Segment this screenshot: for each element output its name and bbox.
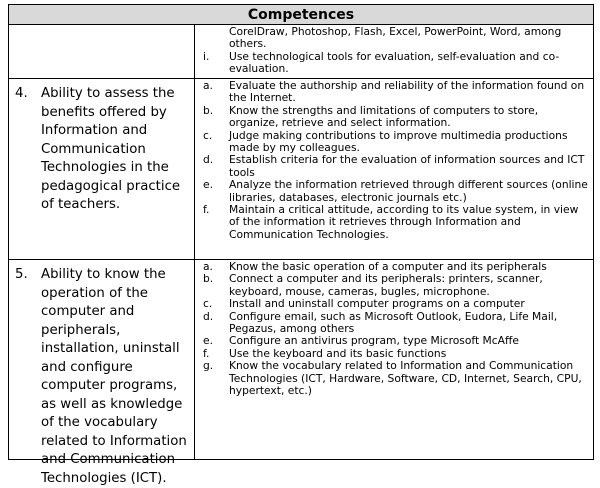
item-text: Know the strengths and limitations of computers to store, organize, retrieve and select information. <box>229 103 539 130</box>
item-text: Use the keyboard and its basic functions <box>229 346 447 360</box>
list-item <box>203 335 589 347</box>
item-text: Maintain a critical attitude, according to its value system, in view of the information it retrieves through Information and Communication Technologies. <box>229 203 579 241</box>
list-item <box>203 298 589 310</box>
item-label: d. <box>203 153 214 167</box>
activities-cell <box>195 79 593 259</box>
item-text: Install and uninstall computer programs on a computer <box>229 297 525 311</box>
item-label: a. <box>203 260 213 273</box>
activities-cell <box>195 260 593 459</box>
list-item <box>203 360 589 397</box>
activities-cell <box>195 25 593 78</box>
competences-table <box>8 4 594 486</box>
item-text: Evaluate the authorship and reliability of the information found on the Internet. <box>229 79 585 105</box>
item-text: Configure email, such as Microsoft Outlook, Eudora, Life Mail, Pegazus, among others <box>229 309 558 336</box>
item-label <box>203 26 229 51</box>
competence-cell <box>9 79 195 259</box>
competence-number <box>15 31 41 78</box>
item-text: Know the basic operation of a computer and its peripherals <box>229 260 547 273</box>
item-label: e. <box>203 178 213 192</box>
item-label: c. <box>203 128 213 142</box>
competence-cell <box>9 25 195 78</box>
item-label: g. <box>203 359 214 373</box>
item-text: Analyze the information retrieved through different sources (online libraries, databases, electronic journals etc.) <box>229 178 588 204</box>
item-text: CorelDraw, Photoshop, Flash, Excel, PowerPoint, Word, among others. <box>229 25 562 51</box>
list-item <box>203 80 589 105</box>
competence-number: 5. <box>15 267 28 282</box>
table-row <box>9 25 593 79</box>
item-label: a. <box>203 79 213 92</box>
item-text: Judge making contributions to improve multimedia productions made by my colleagues. <box>229 128 568 155</box>
table-row <box>9 260 593 486</box>
list-item <box>203 130 589 155</box>
list-item <box>203 26 589 51</box>
list-item <box>203 204 589 241</box>
list-item <box>203 154 589 179</box>
list-item <box>203 51 589 76</box>
competence-text: Ability to know the operation of the computer and peripherals, installation, uninstall and configure computer programs, as well as knowledge of the vocabulary related to Information and Communication Technologies (ICT). <box>41 267 187 486</box>
item-label: c. <box>203 297 213 311</box>
item-label: i. <box>203 49 210 63</box>
list-item <box>203 311 589 336</box>
item-label: e. <box>203 334 213 348</box>
item-label: d. <box>203 309 214 323</box>
list-item <box>203 105 589 130</box>
competence-cell <box>9 260 195 486</box>
list-item <box>203 273 589 298</box>
item-label: f. <box>203 346 210 360</box>
competence-text <box>41 31 190 78</box>
list-item <box>203 179 589 204</box>
item-label: b. <box>203 103 214 117</box>
item-text: Use technological tools for evaluation, self-evaluation and co-evaluation. <box>229 49 560 76</box>
item-text: Establish criteria for the evaluation of information sources and ICT tools <box>229 153 585 179</box>
item-text: Connect a computer and its peripherals: printers, scanner, keyboard, mouse, cameras, bugles, microphone. <box>229 272 543 298</box>
table-row <box>9 79 593 260</box>
item-text: Configure an antivirus program, type Microsoft McAffe <box>229 334 519 348</box>
item-label: b. <box>203 272 214 286</box>
table-header: Competences <box>9 5 593 25</box>
competence-text: Ability to assess the benefits offered by Information and Communication Technologies in the pedagogical practice of teachers. <box>41 86 181 212</box>
competence-number: 4. <box>15 86 28 101</box>
item-label: f. <box>203 203 210 217</box>
item-text: Know the vocabulary related to Information and Communication Technologies (ICT, Hardware, Software, CD, Internet, Search, CPU, hypertext, etc.) <box>229 359 582 398</box>
